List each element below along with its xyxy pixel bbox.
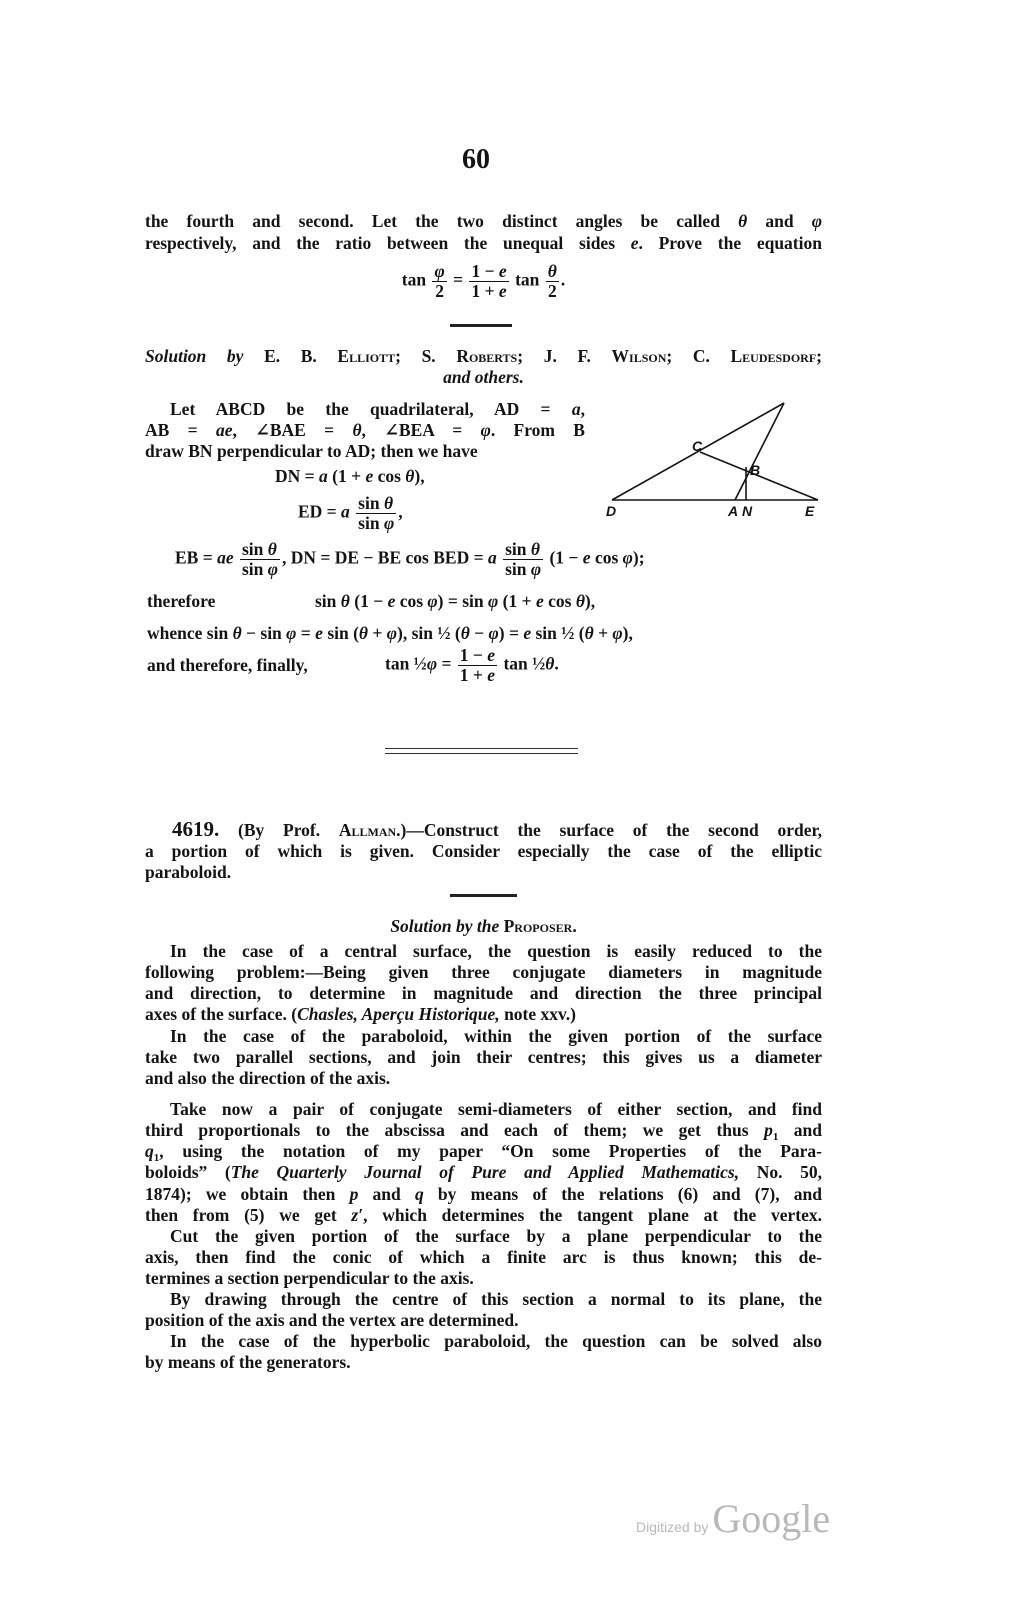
italic-text: e: [365, 466, 374, 486]
italic-text: φ: [434, 261, 445, 281]
italic-text: e: [498, 281, 507, 301]
numerator: [432, 262, 446, 282]
denominator: [546, 282, 559, 301]
watermark-prefix: Digitized by: [636, 1519, 709, 1535]
text-run: AB =: [145, 420, 216, 440]
small-caps-name: Allman: [338, 820, 397, 840]
text-run: therefore: [147, 591, 216, 611]
text-run: , ∠BEA =: [361, 420, 481, 440]
solution-2-text-line: [145, 1268, 822, 1289]
fraction: [469, 262, 508, 301]
numerator: [469, 262, 508, 282]
text-run: sin: [505, 559, 531, 579]
text-run: .: [554, 653, 559, 674]
italic-text: θ: [383, 493, 394, 513]
text-run: Take now a pair of conjugate semi-diameters of either section, and find: [170, 1099, 822, 1119]
text-run: 1 −: [459, 645, 488, 665]
italic-text: a: [319, 466, 328, 486]
denominator: [458, 666, 497, 685]
denominator: [356, 514, 396, 533]
italic-text: a: [487, 547, 497, 568]
italic-text: φ: [386, 623, 397, 643]
italic-text: e: [582, 547, 591, 568]
text-run: 1 +: [471, 281, 499, 301]
text-run: tan ½: [499, 653, 546, 674]
figure-label-d: D: [606, 503, 617, 519]
text-run: ),: [622, 623, 633, 643]
italic-text: φ: [530, 559, 542, 579]
text-run: and: [747, 211, 812, 231]
text-run: whence sin: [147, 623, 233, 643]
equation-therefore: [315, 591, 715, 612]
italic-text: φ: [480, 420, 491, 440]
text-run: tan: [401, 269, 431, 290]
fraction: [356, 494, 396, 533]
text-run: ) = sin: [437, 591, 489, 611]
text-run: (1 −: [349, 591, 388, 611]
solution-header: [145, 346, 822, 367]
text-run: axis, then find the conic of which a finite arc is thus known; this de-: [145, 1247, 822, 1267]
therefore-label: [147, 591, 297, 612]
text-run: E. B.: [243, 346, 338, 366]
text-run: 2: [435, 281, 444, 301]
text-run: 2: [547, 281, 557, 301]
text-run: , ∠BAE =: [232, 420, 353, 440]
solution-2-text-line: [145, 1205, 822, 1226]
text-run: axes of the surface. (: [145, 1004, 298, 1024]
denominator: [240, 560, 280, 579]
text-run: ,: [398, 501, 403, 522]
text-run: ; J. F.: [517, 346, 612, 366]
google-watermark: [636, 1495, 830, 1542]
section-divider: [450, 324, 512, 327]
italic-text: e: [487, 665, 496, 685]
text-run: [350, 502, 354, 522]
text-run: respectively, and the ratio between the unequal sides: [145, 233, 631, 253]
italic-text: q: [414, 1184, 424, 1204]
equation-final: [385, 646, 685, 685]
text-run: cos: [373, 466, 406, 486]
text-run: In the case of the hyperbolic paraboloid, the question can be solved also: [170, 1331, 822, 1351]
small-caps-name: Proposer: [503, 916, 573, 936]
text-run: =: [448, 269, 468, 290]
numerator: [458, 646, 497, 666]
text-run: a portion of which is given. Consider especially the case of the elliptic: [145, 841, 822, 861]
italic-text: φ: [426, 653, 438, 674]
italic-text: z′: [351, 1205, 364, 1225]
text-run: −: [469, 623, 489, 643]
numerator: [546, 262, 559, 282]
text-run: 1 −: [471, 261, 499, 281]
italic-text: θ: [738, 211, 748, 231]
text-run: ) =: [498, 623, 524, 643]
fraction: [503, 540, 543, 579]
denominator: [503, 560, 543, 579]
text-run: sin: [358, 493, 384, 513]
equation-ed: [298, 494, 618, 533]
text-run: [234, 548, 238, 568]
figure-label-n: N: [742, 503, 753, 519]
italic-text: The Quarterly Journal of Pure and Applied Mathematics,: [230, 1162, 740, 1182]
equation-to-prove: [145, 262, 822, 301]
text-run: (1 −: [545, 547, 583, 568]
text-run: sin: [241, 539, 268, 559]
solution-2-text-line: [170, 1026, 822, 1047]
text-run: tan ½: [385, 653, 427, 674]
italic-text: p: [349, 1184, 359, 1204]
text-run: and therefore, finally,: [147, 655, 308, 675]
solution-2-text-line: [170, 1226, 822, 1247]
text-run: =: [437, 653, 456, 674]
italic-text: q: [145, 1141, 154, 1161]
text-run: sin ½ (: [531, 623, 585, 643]
italic-text: e: [535, 591, 544, 611]
text-run: , using the notation of my paper “On some Properties of the Para-: [159, 1141, 822, 1161]
text-run: +: [368, 623, 387, 643]
finally-label: [147, 655, 367, 676]
solution-2-text-line: [145, 1184, 822, 1205]
small-caps-name: Wilson: [611, 346, 667, 366]
question-text-line: [145, 211, 822, 232]
text-run: and: [778, 1120, 823, 1140]
double-rule-bottom: [385, 753, 578, 754]
figure-label-e: E: [805, 503, 815, 519]
page-number: 60: [462, 144, 490, 175]
numerator: [356, 494, 396, 514]
italic-text: ae: [217, 547, 234, 568]
text-run: − sin: [241, 623, 287, 643]
italic-text: e: [315, 623, 323, 643]
text-run: termines a section perpendicular to the axis.: [145, 1268, 474, 1288]
solution-header-others: [145, 367, 822, 388]
text-run: the fourth and second. Let the two distinct angles be called: [145, 211, 739, 231]
text-run: =: [296, 623, 316, 643]
solution-2-text-line: [170, 1289, 822, 1310]
equation-dn: [275, 466, 595, 487]
text-run: [497, 548, 501, 568]
equation-eb: [175, 540, 855, 579]
text-run: ;: [816, 346, 822, 366]
solution-2-text-line: [145, 1162, 822, 1183]
text-run: take two parallel sections, and join their centres; this gives us a diameter: [145, 1047, 822, 1067]
text-run: by means of the relations (6) and (7), and: [423, 1184, 822, 1204]
text-run: and also the direction of the axis.: [145, 1068, 391, 1088]
italic-text: Solution by: [145, 346, 244, 366]
denominator: [432, 282, 446, 301]
italic-text: e: [498, 261, 507, 281]
numerator: [240, 540, 280, 560]
quadrilateral-figure: [600, 395, 830, 525]
solution-2-text-line: [145, 1352, 822, 1373]
italic-text: θ: [460, 623, 470, 643]
text-run: boloids” (: [145, 1162, 231, 1182]
text-run: 1 +: [459, 665, 488, 685]
italic-text: ae: [215, 420, 233, 440]
italic-text: φ: [427, 591, 438, 611]
text-run: Cut the given portion of the surface by a plane perpendicular to the: [170, 1226, 822, 1246]
question-4619-line: [145, 841, 822, 862]
text-run: +: [593, 623, 613, 643]
text-run: ED =: [298, 501, 342, 522]
text-run: , which determines the tangent plane at the vertex.: [363, 1205, 822, 1225]
text-run: (1 +: [327, 466, 366, 486]
text-run: ), sin ½ (: [397, 623, 461, 643]
text-run: sin: [315, 591, 341, 611]
italic-text: and others.: [443, 367, 524, 387]
watermark-brand: Google: [712, 1496, 831, 1541]
section-divider: [450, 894, 517, 897]
italic-text: θ: [575, 591, 585, 611]
italic-text: φ: [267, 559, 279, 579]
text-run: by means of the generators.: [145, 1352, 351, 1372]
solution-text-line: [145, 441, 585, 462]
figure-label-c: C: [692, 438, 703, 454]
text-run: sin: [358, 513, 384, 533]
italic-text: θ: [340, 591, 350, 611]
text-run: tan: [510, 269, 544, 290]
solution-2-text-line: [145, 1068, 822, 1089]
text-run: ),: [414, 466, 425, 486]
italic-text: a: [341, 501, 350, 522]
italic-text: φ: [612, 623, 623, 643]
italic-text: φ: [622, 547, 633, 568]
text-run: paraboloid.: [145, 862, 232, 882]
text-run: ,: [580, 399, 585, 419]
italic-text: φ: [811, 211, 823, 231]
question-4619-line: [172, 819, 822, 841]
italic-text: φ: [488, 623, 499, 643]
text-run: , DN = DE − BE cos BED =: [282, 547, 488, 568]
denominator: [469, 282, 508, 301]
fraction: [458, 646, 497, 685]
text-run: .: [560, 269, 566, 290]
text-run: cos: [395, 591, 428, 611]
question-number: 4619.: [172, 817, 220, 841]
italic-text: Chasles, Aperçu Historique,: [297, 1004, 500, 1024]
text-run: and direction, to determine in magnitude and direction the three principal: [145, 983, 822, 1003]
italic-text: p: [764, 1120, 773, 1140]
italic-text: θ: [358, 623, 369, 643]
text-run: 1874); we obtain then: [145, 1184, 350, 1204]
text-run: position of the axis and the vertex are determined.: [145, 1310, 519, 1330]
fraction: [432, 262, 446, 301]
text-run: .)—Construct the surface of the second order,: [396, 820, 823, 840]
small-caps-name: Elliott: [337, 346, 396, 366]
text-run: . From B: [490, 420, 585, 440]
question-text-line: [145, 233, 822, 254]
text-run: third proportionals to the abscissa and each of them; we get thus: [145, 1120, 765, 1140]
solution-2-header: [145, 916, 822, 937]
subscript: 1: [153, 1152, 160, 1164]
solution-2-text-line: [145, 1247, 822, 1268]
solution-2-text-line: [145, 1047, 822, 1068]
italic-text: φ: [286, 623, 297, 643]
text-run: (By Prof.: [219, 820, 339, 840]
solution-2-text-line: [145, 983, 822, 1004]
text-run: draw BN perpendicular to AD; then we have: [145, 441, 478, 461]
italic-text: θ: [584, 623, 594, 643]
text-run: following problem:—Being given three conjugate diameters in magnitude: [145, 962, 822, 982]
text-run: . Prove the equation: [638, 233, 822, 253]
text-run: ; S.: [395, 346, 457, 366]
text-run: EB =: [175, 547, 218, 568]
solution-text-line: [170, 399, 585, 420]
text-run: No. 50,: [739, 1162, 822, 1182]
solution-2-text-line: [170, 941, 822, 962]
text-run: (1 +: [498, 591, 536, 611]
question-4619-line: [145, 862, 822, 883]
small-caps-name: Roberts: [456, 346, 518, 366]
solution-2-text-line: [170, 1331, 822, 1352]
small-caps-name: Leudesdorf: [730, 346, 817, 366]
italic-text: a: [571, 399, 581, 419]
figure-label-b: B: [750, 462, 761, 478]
fraction: [240, 540, 280, 579]
italic-text: e: [630, 233, 639, 253]
text-run: ),: [584, 591, 596, 611]
text-run: cos: [590, 547, 623, 568]
solution-2-text-line: [145, 962, 822, 983]
solution-2-text-line: [170, 1099, 822, 1120]
text-run: note xxv.): [499, 1004, 577, 1024]
text-run: sin: [505, 539, 531, 559]
text-run: cos: [543, 591, 576, 611]
italic-text: e: [387, 591, 396, 611]
italic-text: θ: [547, 261, 557, 281]
text-run: then from (5) we get: [145, 1205, 352, 1225]
numerator: [503, 540, 543, 560]
text-run: .: [572, 916, 577, 936]
solution-2-text-line: [145, 1310, 822, 1331]
text-run: DN =: [275, 466, 319, 486]
italic-text: φ: [383, 513, 395, 533]
italic-text: φ: [488, 591, 499, 611]
subscript: 1: [772, 1131, 779, 1143]
text-run: Let ABCD be the quadrilateral, AD =: [170, 399, 572, 419]
text-run: sin: [241, 559, 268, 579]
italic-text: θ: [267, 539, 277, 559]
italic-text: θ: [232, 623, 242, 643]
italic-text: θ: [530, 539, 540, 559]
text-run: By drawing through the centre of this section a normal to its plane, the: [170, 1289, 822, 1309]
double-rule-top: [385, 748, 578, 749]
text-run: In the case of the paraboloid, within the given portion of the surface: [170, 1026, 822, 1046]
italic-text: θ: [352, 420, 362, 440]
italic-text: e: [487, 645, 496, 665]
text-run: and: [358, 1184, 415, 1204]
fraction: [546, 262, 559, 301]
text-run: sin (: [322, 623, 359, 643]
text-run: In the case of a central surface, the question is easily reduced to the: [170, 941, 822, 961]
text-run: );: [632, 547, 645, 568]
italic-text: θ: [405, 466, 415, 486]
solution-text-line: [145, 420, 585, 441]
equation-whence: [147, 623, 827, 644]
italic-text: θ: [545, 653, 555, 674]
text-run: ; C.: [666, 346, 731, 366]
solution-2-text-line: [145, 1004, 822, 1025]
figure-label-a: A: [728, 503, 739, 519]
italic-text: Solution by the: [390, 916, 500, 936]
italic-text: e: [523, 623, 532, 643]
